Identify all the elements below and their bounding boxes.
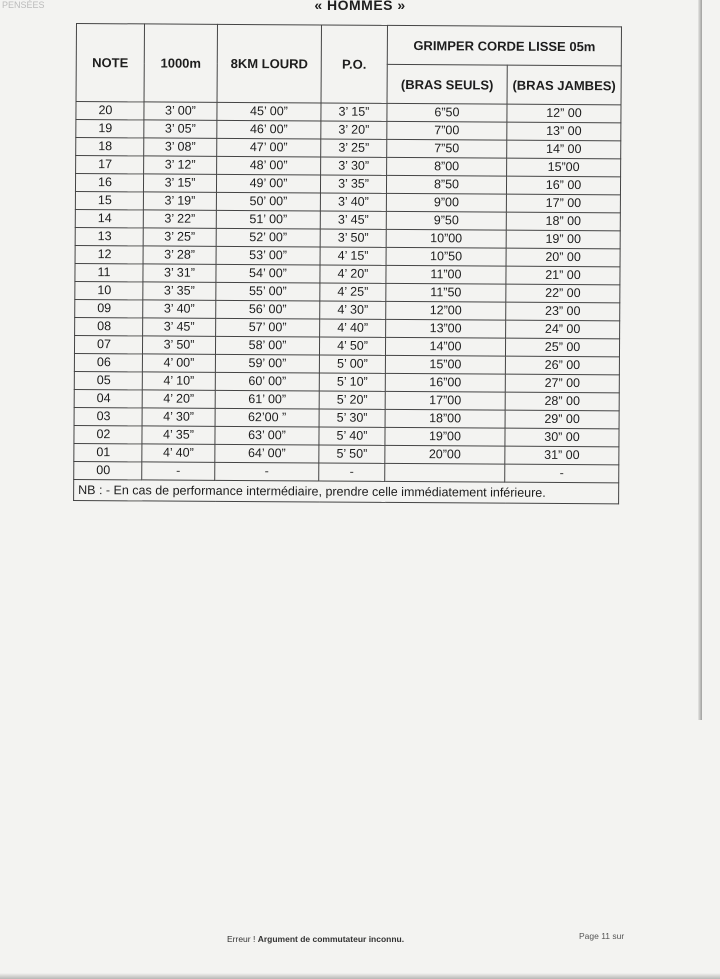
cell-8km-lourd: 46’ 00” (217, 120, 321, 139)
cell-bras-jambes: 13” 00 (507, 122, 621, 141)
cell-note: 19 (76, 120, 144, 138)
header-po: P.O. (321, 25, 387, 103)
table-body (74, 102, 621, 483)
footer-page-number: Page 11 sur (579, 931, 625, 941)
cell-note: 12 (75, 245, 143, 263)
cell-1000m: 4’ 10” (142, 372, 215, 390)
cell-8km-lourd: 58’ 00” (215, 336, 319, 355)
cell-po: 3’ 25” (321, 139, 387, 157)
cell-bras-jambes: 17” 00 (506, 194, 620, 213)
cell-8km-lourd: 57’ 00” (216, 318, 320, 337)
cell-po: - (319, 463, 385, 481)
cell-bras-jambes: 21” 00 (506, 266, 620, 285)
header-1000m: 1000m (144, 24, 217, 102)
cell-bras-jambes: 18” 00 (506, 212, 620, 231)
cell-bras-seuls: 9”50 (386, 211, 506, 230)
cell-8km-lourd: 52’ 00” (216, 228, 320, 247)
cell-po: 5’ 50” (319, 445, 385, 463)
cell-1000m: 3’ 19” (143, 192, 216, 210)
cell-bras-seuls: 12”00 (386, 301, 506, 320)
cell-bras-seuls: 15”00 (385, 355, 505, 374)
header-bras-jambes: (BRAS JAMBES) (507, 65, 621, 105)
cell-bras-seuls: 16”00 (385, 373, 505, 392)
cell-8km-lourd: 53’ 00” (216, 246, 320, 265)
cell-po: 5’ 40” (319, 427, 385, 445)
cell-1000m: 3’ 15” (143, 174, 216, 192)
cell-1000m: 3’ 00” (144, 102, 217, 120)
cell-note: 02 (74, 425, 142, 443)
cell-bras-jambes: 16” 00 (506, 176, 620, 195)
cell-note: 10 (75, 281, 143, 299)
cell-note: 18 (76, 138, 144, 156)
cell-note: 07 (74, 335, 142, 353)
cell-note: 01 (74, 443, 142, 461)
page-title: « HOMMES » (314, 0, 406, 13)
cell-1000m: 3’ 31” (143, 264, 216, 282)
footer-error (227, 934, 404, 944)
cell-8km-lourd: 45’ 00” (217, 102, 321, 121)
cell-note: 03 (74, 407, 142, 425)
cell-po: 4’ 40” (320, 319, 386, 337)
cell-1000m: 3’ 22” (143, 210, 216, 228)
cell-1000m: 3’ 28” (143, 246, 216, 264)
cell-bras-seuls: 7”00 (387, 121, 507, 140)
cell-po: 4’ 20” (320, 265, 386, 283)
cell-po: 3’ 40” (320, 193, 386, 211)
cell-8km-lourd: 64’ 00” (215, 444, 319, 463)
cell-note: 05 (74, 371, 142, 389)
cell-bras-jambes: 24” 00 (506, 320, 620, 339)
cell-note: 08 (75, 317, 143, 335)
cell-1000m: 3’ 45” (143, 318, 216, 336)
cell-bras-jambes: - (505, 464, 619, 483)
cell-bras-seuls: 11”00 (386, 265, 506, 284)
footer-error-prefix: Erreur ! (227, 934, 258, 944)
cell-bras-jambes: 14” 00 (507, 140, 621, 159)
cell-bras-seuls: 20”00 (385, 445, 505, 464)
cell-bras-jambes: 20” 00 (506, 248, 620, 267)
page-bottom-edge (0, 973, 720, 979)
cell-8km-lourd: 61’ 00” (215, 390, 319, 409)
header-bras-seuls: (BRAS SEULS) (387, 64, 507, 104)
cell-1000m: 3’ 35” (143, 282, 216, 300)
cell-po: 4’ 30” (320, 301, 386, 319)
cell-po: 3’ 20” (321, 121, 387, 139)
cell-bras-seuls: 9”00 (386, 193, 506, 212)
cell-1000m: 3’ 25” (143, 228, 216, 246)
cell-bras-jambes: 28” 00 (505, 392, 619, 411)
cell-po: 3’ 45” (320, 211, 386, 229)
cell-8km-lourd: 51’ 00” (216, 210, 320, 229)
cell-note: 11 (75, 263, 143, 281)
cell-bras-seuls: 10”50 (386, 247, 506, 266)
cell-1000m: 4’ 20” (142, 390, 215, 408)
cell-bras-seuls: 7”50 (387, 139, 507, 158)
cell-note: 04 (74, 389, 142, 407)
nb-note: NB : - En cas de performance intermédiaire, prendre celle immédiatement inférieure. (74, 479, 619, 503)
cell-bras-seuls: 6”50 (387, 103, 507, 122)
cell-8km-lourd: 59’ 00” (215, 354, 319, 373)
cell-po: 4’ 50” (319, 337, 385, 355)
cell-bras-jambes: 30” 00 (505, 428, 619, 447)
cell-bras-seuls: 14”00 (385, 337, 505, 356)
cell-1000m: 4’ 35” (142, 426, 215, 444)
header-grimper-corde: GRIMPER CORDE LISSE 05m (387, 25, 621, 65)
cell-bras-seuls: 18”00 (385, 409, 505, 428)
cell-note: 06 (74, 353, 142, 371)
cell-1000m: 4’ 30” (142, 408, 215, 426)
cell-po: 5’ 30” (319, 409, 385, 427)
cell-1000m: 4’ 40” (142, 444, 215, 462)
cell-po: 3’ 35” (320, 175, 386, 193)
cell-bras-seuls: 8”00 (387, 157, 507, 176)
cell-note: 09 (75, 299, 143, 317)
cell-8km-lourd: 60’ 00” (215, 372, 319, 391)
cell-po: 3’ 15” (321, 103, 387, 121)
cell-8km-lourd: 47’ 00” (217, 138, 321, 157)
cell-1000m: - (142, 462, 215, 480)
cell-bras-seuls (385, 463, 505, 482)
cell-8km-lourd: 62’00 ” (215, 408, 319, 427)
cell-1000m: 4’ 00” (142, 354, 215, 372)
cell-po: 5’ 00” (319, 355, 385, 373)
cell-8km-lourd: 63’ 00” (215, 426, 319, 445)
header-note: NOTE (76, 24, 144, 102)
cell-note: 20 (76, 102, 144, 120)
cell-8km-lourd: 55’ 00” (216, 282, 320, 301)
cell-8km-lourd: 49’ 00” (216, 174, 320, 193)
cell-note: 17 (76, 156, 144, 174)
cell-8km-lourd: - (215, 462, 319, 481)
cell-8km-lourd: 54’ 00” (216, 264, 320, 283)
cell-po: 5’ 20” (319, 391, 385, 409)
cell-8km-lourd: 50’ 00” (216, 192, 320, 211)
cell-1000m: 3’ 50” (142, 336, 215, 354)
cell-bras-jambes: 31” 00 (505, 446, 619, 465)
cell-bras-seuls: 11”50 (386, 283, 506, 302)
cell-8km-lourd: 56’ 00” (216, 300, 320, 319)
cell-po: 4’ 25” (320, 283, 386, 301)
cell-po: 4’ 15” (320, 247, 386, 265)
footer-error-message: Argument de commutateur inconnu. (257, 934, 405, 944)
cell-po: 5’ 10” (319, 373, 385, 391)
score-table (73, 23, 622, 504)
cell-bras-seuls: 13”00 (386, 319, 506, 338)
cell-bras-jambes: 19” 00 (506, 230, 620, 249)
cell-bras-seuls: 19”00 (385, 427, 505, 446)
cell-bras-jambes: 27” 00 (505, 374, 619, 393)
cell-note: 15 (75, 191, 143, 209)
cell-1000m: 3’ 40” (143, 300, 216, 318)
cell-bras-jambes: 25” 00 (505, 338, 619, 357)
header-8km-lourd: 8KM LOURD (217, 24, 321, 103)
cell-bras-seuls: 10”00 (386, 229, 506, 248)
cell-bras-jambes: 15”00 (507, 158, 621, 177)
cell-note: 00 (74, 461, 142, 479)
cell-1000m: 3’ 05” (144, 120, 217, 138)
page-edge-shadow (698, 0, 702, 720)
cell-note: 16 (75, 174, 143, 192)
cell-note: 14 (75, 209, 143, 227)
cell-bras-jambes: 29” 00 (505, 410, 619, 429)
cell-po: 3’ 50” (320, 229, 386, 247)
cell-bras-seuls: 8”50 (386, 175, 506, 194)
cell-bras-seuls: 17”00 (385, 391, 505, 410)
cell-note: 13 (75, 227, 143, 245)
cell-8km-lourd: 48’ 00” (217, 156, 321, 175)
cell-bras-jambes: 22” 00 (506, 284, 620, 303)
corner-text: PENSÉES (2, 0, 45, 10)
cell-bras-jambes: 12” 00 (507, 104, 621, 123)
cell-bras-jambes: 26” 00 (505, 356, 619, 375)
cell-1000m: 3’ 08” (144, 138, 217, 156)
cell-po: 3’ 30” (321, 157, 387, 175)
cell-1000m: 3’ 12” (144, 156, 217, 174)
cell-bras-jambes: 23” 00 (506, 302, 620, 321)
